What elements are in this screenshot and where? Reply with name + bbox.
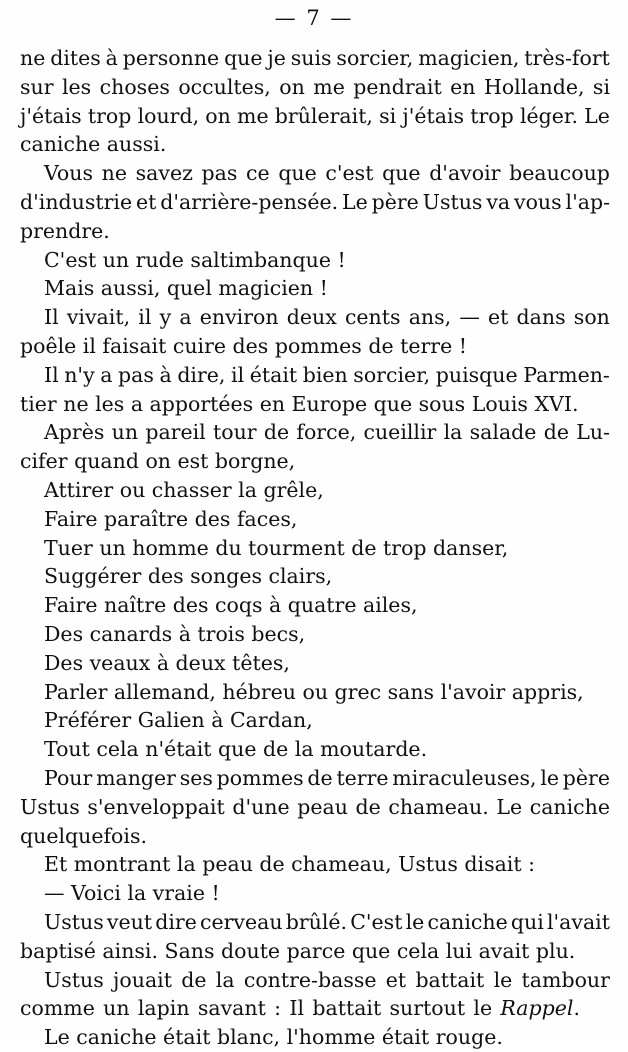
word: force, — [296, 420, 357, 445]
word: veut — [106, 910, 153, 934]
word: jouait — [113, 967, 172, 992]
word: ne — [101, 161, 127, 186]
word: magicien, — [418, 46, 520, 70]
word: : — [274, 996, 282, 1021]
text-line — [44, 908, 610, 937]
word: pareil — [145, 420, 206, 445]
word: ans, — [408, 305, 452, 330]
word: brûlerait, — [274, 103, 373, 128]
word: de — [263, 420, 290, 445]
word: d'avoir — [429, 161, 501, 186]
word: Il — [289, 996, 305, 1021]
word: beaucoup — [509, 161, 610, 186]
text-line: quelquefois. — [20, 823, 147, 848]
word: père — [371, 190, 419, 214]
word: va — [486, 190, 511, 214]
word: caniche — [529, 794, 610, 819]
word: cerveau — [200, 910, 283, 934]
word: Le — [496, 794, 523, 819]
word: le — [493, 967, 513, 992]
word: Il — [44, 305, 59, 330]
text-line: Tout cela n'était que de la moutarde. — [44, 737, 428, 762]
word: dites — [50, 46, 101, 70]
text-line: caniche aussi. — [20, 132, 167, 157]
text-line — [20, 188, 610, 217]
word: a — [100, 362, 113, 387]
text-line: Préférer Galien à Cardan, — [44, 708, 313, 733]
word: manger — [96, 766, 176, 790]
text-line — [44, 966, 610, 995]
word: C'est — [350, 910, 403, 934]
word: salade — [469, 420, 537, 445]
word: père — [562, 766, 610, 790]
word: le — [540, 766, 560, 790]
word: n'y — [64, 362, 95, 387]
word: on — [279, 74, 305, 99]
text-line: Des veaux à deux têtes, — [44, 650, 290, 675]
word: son — [573, 305, 610, 330]
word: comme — [20, 996, 95, 1021]
italic-word: Rappel — [500, 996, 574, 1021]
word: et — [488, 305, 509, 330]
text-line: Faire naître des coqs à quatre ailes, — [44, 593, 418, 618]
word: l'ap- — [565, 190, 610, 214]
word: la — [443, 420, 463, 445]
word: surtout — [389, 996, 466, 1021]
word: lapin — [137, 996, 190, 1021]
word: il — [138, 305, 152, 330]
text-line — [44, 303, 610, 332]
word: tambour — [521, 967, 610, 992]
text-line: poêle il faisait cuire des pommes de terre ! — [20, 334, 467, 358]
word: que — [382, 161, 421, 186]
word: de — [181, 967, 207, 992]
word: chameau. — [388, 794, 489, 819]
word: l'avait — [546, 910, 610, 934]
text-line: Le caniche était blanc, l'homme était rouge. — [44, 1025, 503, 1050]
word: dire, — [177, 362, 226, 387]
word: Ustus — [422, 190, 483, 214]
word: un — [103, 996, 130, 1021]
word: occultes, — [178, 74, 271, 99]
word: a — [179, 305, 192, 330]
text-line: Des canards à trois becs, — [44, 622, 306, 646]
word: sorcier, — [353, 362, 431, 387]
word: suis — [290, 46, 332, 70]
word: pas — [118, 362, 154, 387]
word: terre — [336, 766, 389, 790]
word: lourd, — [137, 103, 200, 128]
text-line — [44, 418, 610, 447]
text-line: Faire paraître des faces, — [44, 506, 298, 531]
word: c'est — [325, 161, 374, 186]
text-line — [20, 793, 610, 822]
word: contre-basse — [243, 967, 377, 992]
word: un — [111, 420, 139, 445]
text-line: Suggérer des songes clairs, — [44, 564, 333, 589]
word: Lu- — [576, 420, 610, 445]
text-line: baptisé ainsi. Sans doute parce que cela lui avait plu. — [20, 938, 576, 963]
word: il — [231, 362, 245, 387]
text-line: tier ne les a apportées en Europe que sous Louis XVI. — [20, 391, 579, 416]
word: me — [313, 74, 345, 99]
punctuation: . — [573, 996, 580, 1021]
word: pendrait — [353, 74, 442, 99]
word: cueillir — [363, 420, 437, 445]
word: d'une — [232, 794, 290, 819]
word: on — [205, 103, 231, 128]
word: brûlé. — [285, 910, 348, 934]
word: Il — [44, 362, 59, 387]
word: pas — [201, 161, 238, 186]
word: que — [278, 161, 317, 186]
text-line — [20, 73, 610, 102]
word: très-fort — [524, 46, 610, 70]
word: puisque — [435, 362, 518, 387]
word: dire — [155, 910, 197, 934]
text-line: Parler allemand, hébreu ou grec sans l'avoir appris, — [44, 679, 584, 704]
word: qui — [510, 910, 544, 934]
word: d'industrie — [20, 190, 133, 214]
word: tour — [212, 420, 257, 445]
word: de — [307, 766, 333, 790]
word: le — [405, 910, 425, 934]
word: battait — [312, 996, 382, 1021]
word: était — [249, 362, 298, 387]
word: peau — [297, 794, 348, 819]
text-line — [44, 361, 610, 390]
text-line: Et montrant la peau de chameau, Ustus disait : — [44, 852, 536, 877]
word: caniche — [427, 910, 508, 934]
word: — — [459, 305, 480, 330]
word: sorcier, — [336, 46, 414, 70]
word: la — [215, 967, 235, 992]
word: Parmen- — [523, 362, 610, 387]
word: me — [237, 103, 269, 128]
word: trop — [470, 103, 514, 128]
word: je — [267, 46, 286, 70]
text-line: Mais aussi, quel magicien ! — [44, 276, 328, 301]
word: à — [105, 46, 118, 70]
word: choses — [99, 74, 170, 99]
word: j'étais — [402, 103, 465, 128]
word: en — [450, 74, 476, 99]
word: s'enveloppait — [87, 794, 225, 819]
word: et — [135, 190, 157, 214]
word: les — [61, 74, 92, 99]
word: à — [159, 362, 172, 387]
text-line: cifer quand on est borgne, — [20, 449, 296, 474]
word: que — [224, 46, 263, 70]
word: de — [543, 420, 569, 445]
text-line — [20, 102, 610, 131]
word: savez — [135, 161, 193, 186]
word: vous — [514, 190, 562, 214]
word: y — [159, 305, 172, 330]
text-line: Tuer un homme du tourment de trop danser, — [44, 535, 509, 560]
word: dans — [516, 305, 566, 330]
word: ne — [20, 46, 46, 70]
word: Vous — [44, 161, 93, 186]
word: Ustus — [44, 967, 104, 992]
text-line: — Voici la vraie ! — [44, 881, 220, 906]
word: sur — [20, 74, 54, 99]
word: Ustus — [20, 794, 80, 819]
word: Le — [341, 190, 368, 214]
word: cents — [344, 305, 401, 330]
text-line: prendre. — [20, 218, 110, 243]
text-line — [20, 44, 610, 73]
word: bien — [302, 362, 348, 387]
word: Après — [44, 420, 105, 445]
word: j'étais — [20, 103, 82, 128]
word: le — [473, 996, 493, 1021]
word: d'arrière-pensée. — [160, 190, 339, 214]
word: pommes — [216, 766, 304, 790]
word: si — [592, 74, 610, 99]
word: battait — [415, 967, 485, 992]
text-line: C'est un rude saltimbanque ! — [44, 247, 346, 272]
word: ses — [179, 766, 213, 790]
word: Ustus — [44, 910, 104, 934]
word: Pour — [44, 766, 93, 790]
page-number: — 7 — — [274, 6, 354, 30]
word: léger. — [519, 103, 578, 128]
word: vivait, — [66, 305, 131, 330]
word: si — [379, 103, 397, 128]
word: Hollande, — [483, 74, 585, 99]
text-line: Attirer ou chasser la grêle, — [44, 478, 324, 502]
word: trop — [87, 103, 132, 128]
word: ce — [246, 161, 270, 186]
word: et — [385, 967, 407, 992]
word: de — [355, 794, 381, 819]
word: savant — [197, 996, 266, 1021]
word: Le — [584, 103, 610, 128]
text-line — [44, 764, 610, 793]
text-line — [20, 994, 580, 1023]
word: environ — [199, 305, 279, 330]
word: miraculeuses, — [392, 766, 537, 790]
word: personne — [122, 46, 220, 70]
word — [500, 994, 580, 1023]
text-line — [44, 159, 610, 188]
word: deux — [286, 305, 337, 330]
